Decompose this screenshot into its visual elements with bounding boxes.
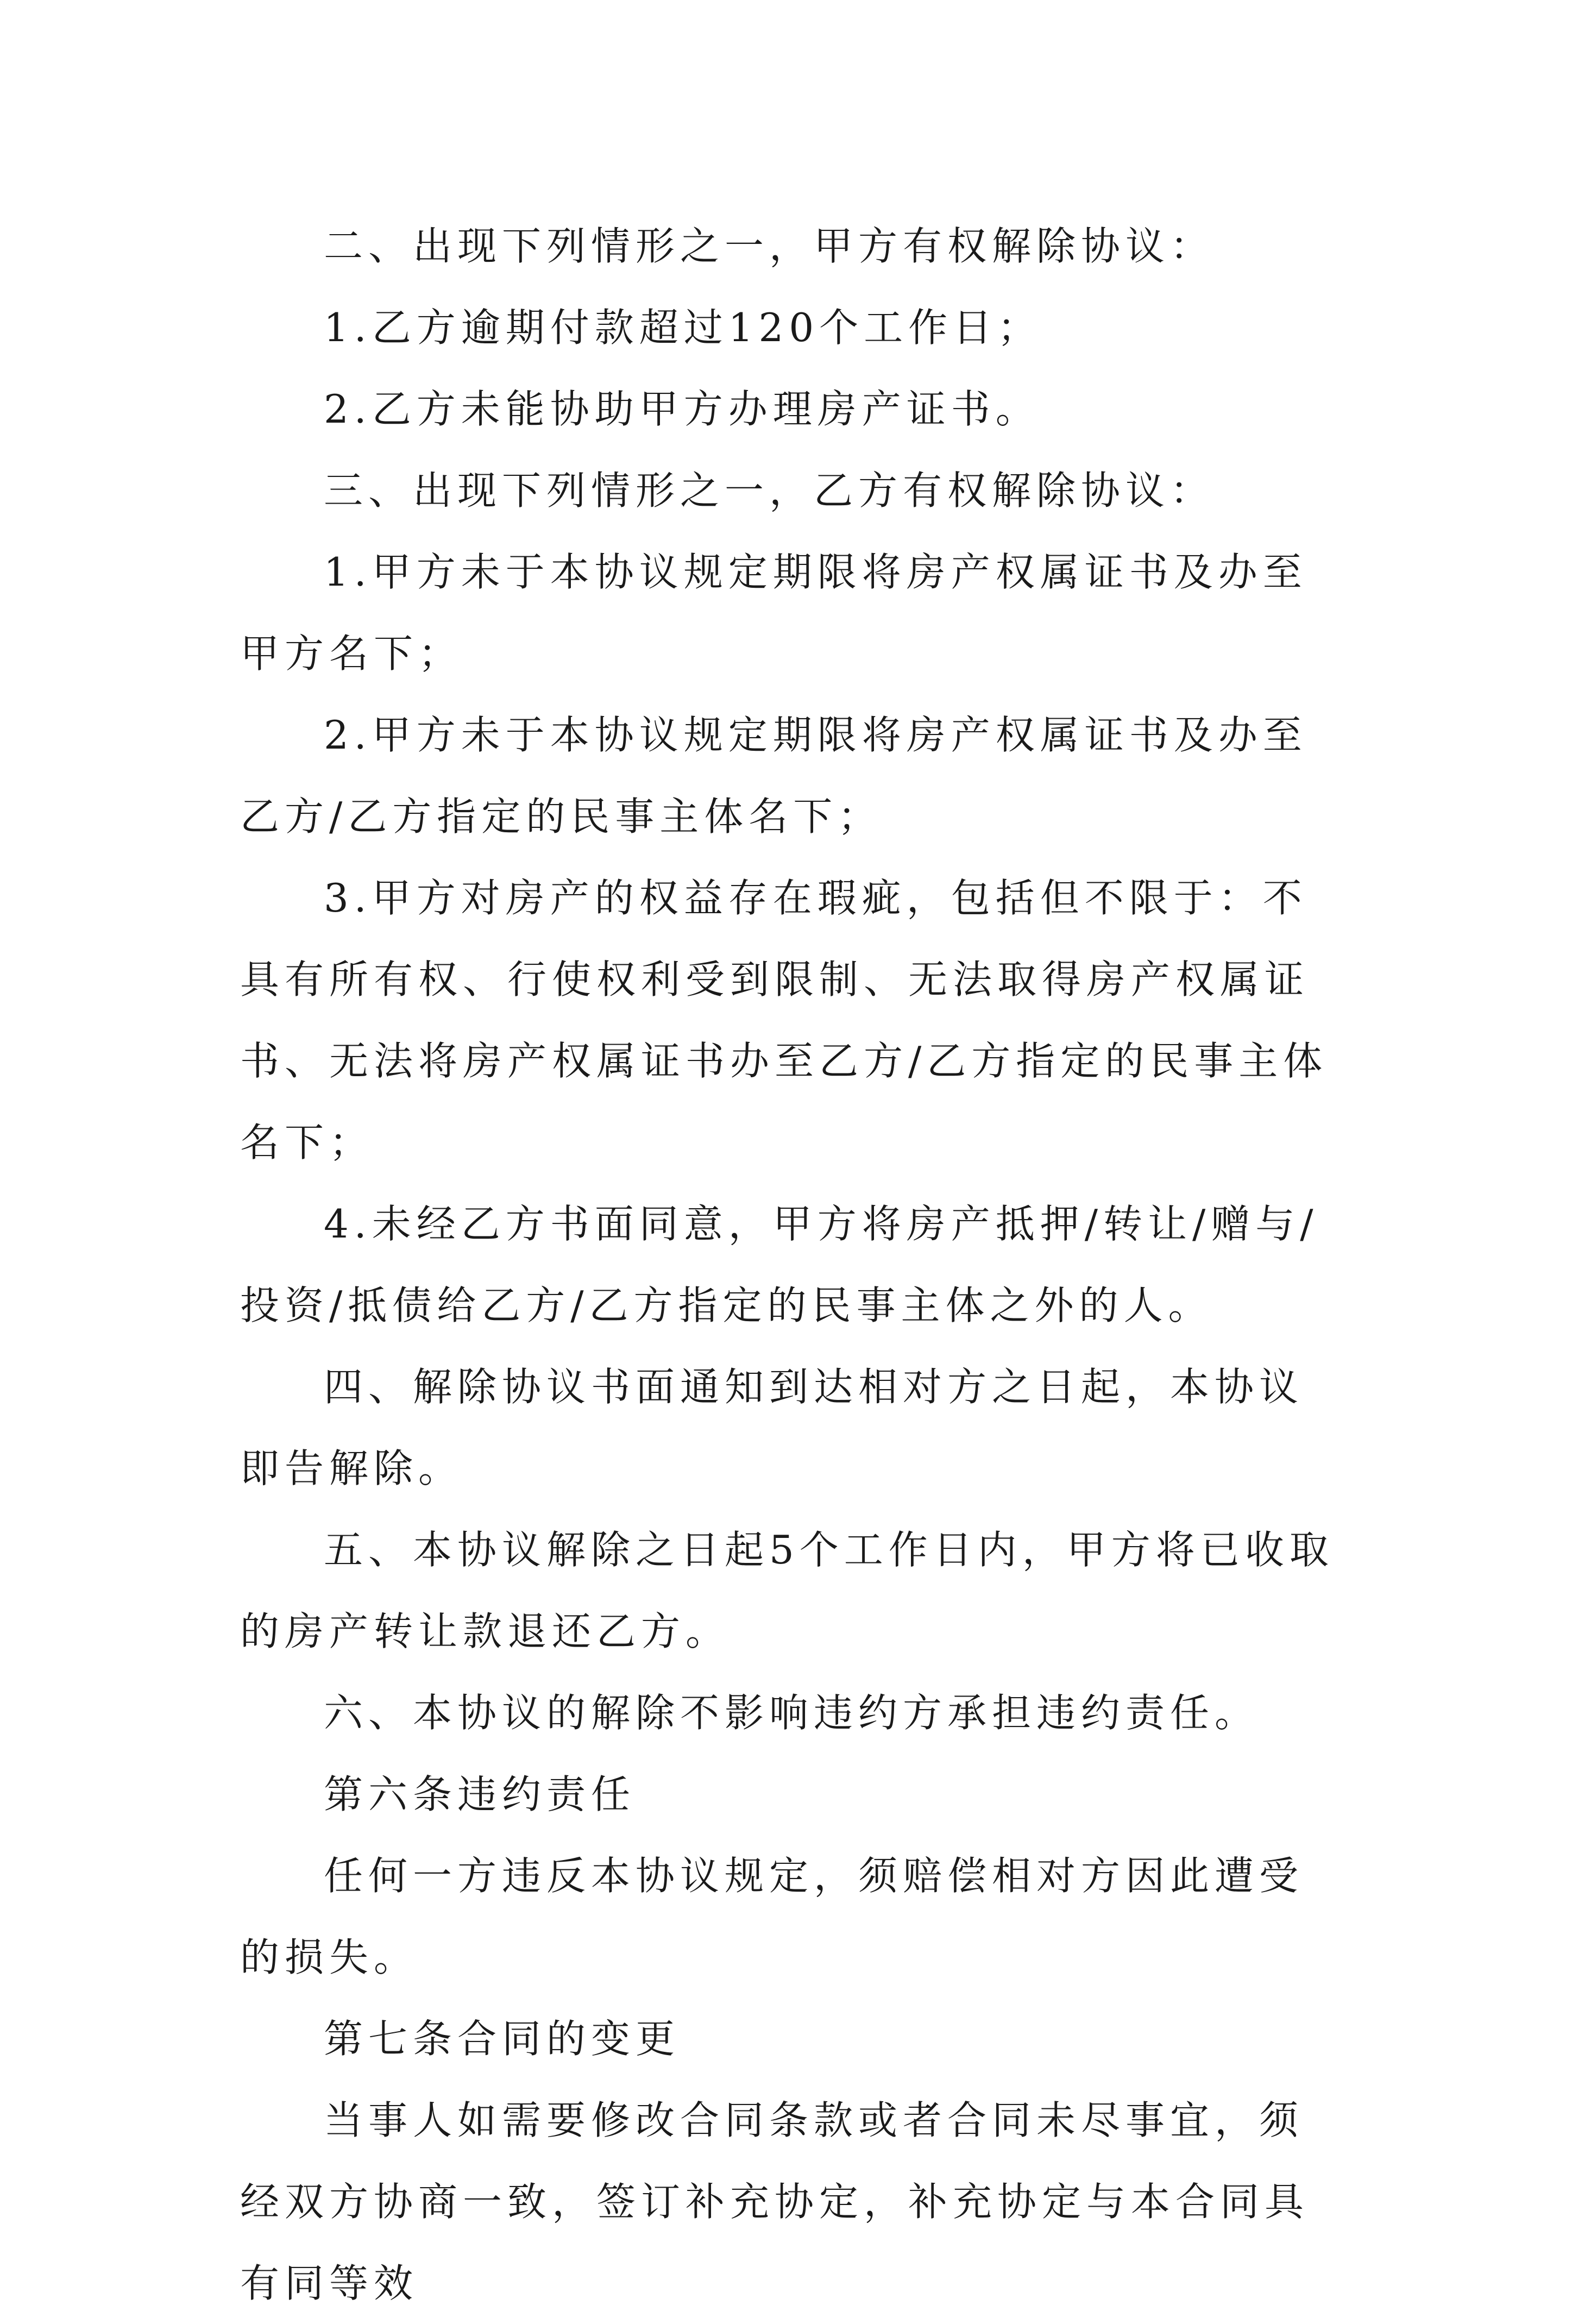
clause-3-item-4: 4.未经乙方书面同意，甲方将房产抵押/转让/赠与/投资/抵债给乙方/乙方指定的民事主体之外的人。 xyxy=(240,1201,1319,1328)
clause-3-item-1: 1.甲方未于本协议规定期限将房产权属证书及办至甲方名下； xyxy=(240,549,1307,676)
article-6-title: 第六条违约责任 xyxy=(324,1772,636,1817)
clause-5: 五、本协议解除之日起5个工作日内，甲方将已收取的房产转让款退还乙方。 xyxy=(240,1527,1334,1654)
clause-4: 四、解除协议书面通知到达相对方之日起，本协议即告解除。 xyxy=(240,1364,1304,1491)
article-7-body: 当事人如需要修改合同条款或者合同未尽事宜，须经双方协商一致，签订补充协定，补充协定与本合同具有同等效 xyxy=(240,2097,1310,2306)
clause-2-item-2: 2.乙方未能协助甲方办理房产证书。 xyxy=(324,386,1040,432)
clause-6: 六、本协议的解除不影响违约方承担违约责任。 xyxy=(324,1690,1260,1736)
clause-2-heading: 二、出现下列情形之一，甲方有权解除协议： xyxy=(324,223,1215,269)
document-body xyxy=(240,205,1343,2324)
article-6-body: 任何一方违反本协议规定，须赔偿相对方因此遭受的损失。 xyxy=(240,1853,1304,1980)
clause-2-item-1: 1.乙方逾期付款超过120个工作日； xyxy=(324,305,1042,350)
article-7-title: 第七条合同的变更 xyxy=(324,2016,681,2062)
clause-3-item-2: 2.甲方未于本协议规定期限将房产权属证书及办至乙方/乙方指定的民事主体名下； xyxy=(240,712,1307,839)
clause-3-item-3: 3.甲方对房产的权益存在瑕疵，包括但不限于：不具有所有权、行使权利受到限制、无法取得房产权属证书、无法将房产权属证书办至乙方/乙方指定的民事主体名下； xyxy=(240,875,1328,1165)
clause-3-heading: 三、出现下列情形之一，乙方有权解除协议： xyxy=(324,468,1215,513)
